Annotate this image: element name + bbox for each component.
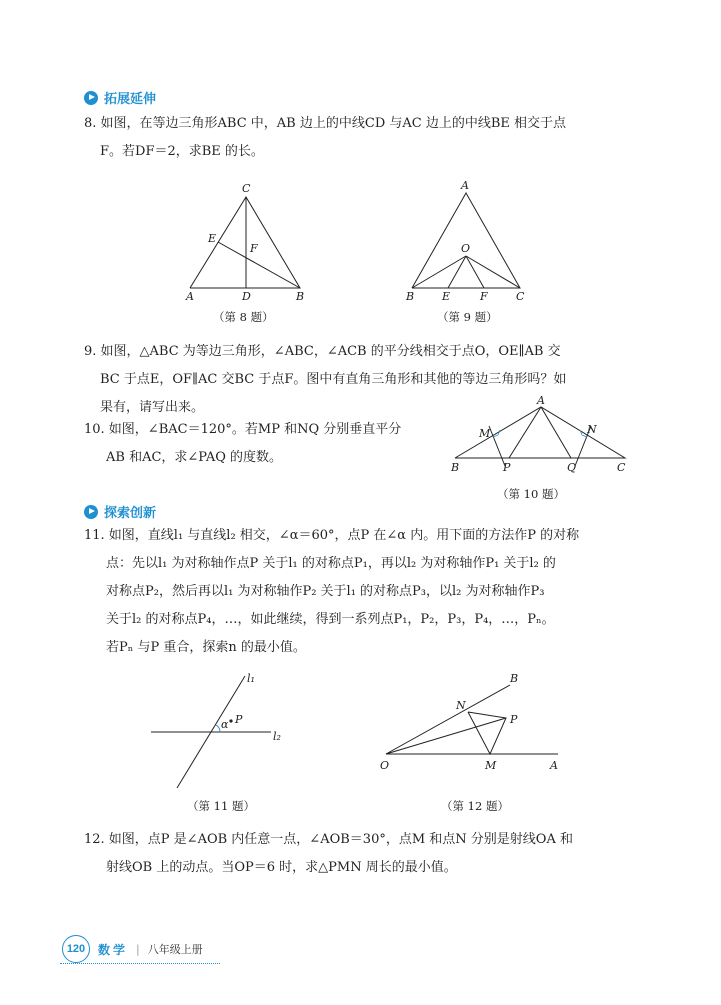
- subject-label: 数学: [98, 942, 129, 957]
- question-8: [84, 110, 566, 166]
- angle-label: α: [221, 718, 229, 731]
- footer-separator: |: [136, 942, 140, 956]
- section-title: 探索创新: [104, 506, 157, 521]
- figure-caption: （第 8 题）: [213, 310, 274, 324]
- section-title: 拓展延伸: [104, 92, 157, 107]
- question-text: 果有，请写出来。: [100, 400, 205, 415]
- line-label: l₂: [273, 730, 281, 743]
- section-heading-explore: [84, 502, 156, 521]
- point-label: B: [406, 290, 415, 303]
- point-label: Q: [567, 461, 577, 474]
- point-label: B: [296, 290, 305, 303]
- point-label: D: [242, 290, 251, 303]
- question-text: F。若DF＝2，求BE 的长。: [100, 144, 264, 159]
- segment-aq: [541, 407, 571, 458]
- question-text: AB 和AC，求∠PAQ 的度数。: [106, 450, 283, 465]
- question-text: 关于l₂ 的对称点P₄，…，如此继续，得到一系列点P₁，P₂，P₃，P₄，…，Pₙ。: [106, 612, 555, 627]
- point-label: C: [617, 461, 626, 474]
- point-label: O: [380, 759, 390, 772]
- figure-caption: （第 11 题）: [187, 799, 255, 813]
- grade-label: 八年级上册: [147, 943, 203, 956]
- question-11: [84, 522, 579, 662]
- perpendicular-mp: [489, 426, 505, 466]
- point-label: E: [442, 290, 451, 303]
- point-label: P: [235, 713, 243, 726]
- play-circle-icon: [84, 91, 98, 105]
- figure-12: [378, 668, 568, 778]
- point-label: N: [456, 699, 466, 712]
- point-label: M: [485, 759, 497, 772]
- segment-op: [386, 718, 506, 754]
- point-label: E: [208, 232, 217, 245]
- question-text: 对称点P₂，然后再以l₁ 为对称轴作P₂ 关于l₁ 的对称点P₃，以l₂ 为对称轴作P₃: [106, 584, 545, 599]
- point-label: P: [510, 713, 518, 726]
- segment-ap: [509, 407, 541, 458]
- point-label: A: [186, 290, 194, 303]
- point-p: [229, 719, 232, 722]
- play-circle-icon: [84, 505, 98, 519]
- point-label: C: [516, 290, 525, 303]
- point-label: N: [587, 423, 597, 436]
- bisector-co: [466, 256, 520, 288]
- ray-ob: [386, 685, 510, 754]
- triangle-abc: [412, 193, 520, 288]
- point-label: C: [242, 182, 251, 195]
- figure-caption: （第 12 题）: [441, 799, 509, 813]
- figure-caption: （第 9 题）: [437, 310, 498, 324]
- point-label: O: [461, 242, 471, 255]
- angle-arc: [216, 725, 220, 732]
- question-text: 射线OB 上的动点。当OP＝6 时，求△PMN 周长的最小值。: [106, 860, 457, 875]
- point-label: P: [503, 461, 511, 474]
- question-text: 9. 如图，△ABC 为等边三角形，∠ABC，∠ACB 的平分线相交于点O，OE∥AB 交: [84, 344, 561, 359]
- page-number: 120: [62, 935, 90, 963]
- figure-8: [180, 180, 310, 305]
- point-label: M: [479, 427, 491, 440]
- question-text: 8. 如图，在等边三角形ABC 中，AB 边上的中线CD 与AC 边上的中线BE 相交于点: [84, 116, 567, 131]
- section-heading-extend: [84, 88, 156, 107]
- page-footer: [62, 935, 203, 963]
- point-label: A: [461, 179, 469, 192]
- point-label: A: [550, 759, 558, 772]
- figure-10: [445, 392, 635, 480]
- triangle-pmn: [468, 712, 506, 754]
- question-text: 12. 如图，点P 是∠AOB 内任意一点，∠AOB＝30°，点M 和点N 分别是射线OA 和: [84, 832, 573, 847]
- bisector-bo: [412, 256, 466, 288]
- figure-caption: （第 10 题）: [497, 487, 565, 501]
- line-label: l₁: [247, 672, 255, 685]
- question-text: 若Pₙ 与P 重合，探索n 的最小值。: [106, 640, 306, 655]
- point-label: F: [480, 290, 488, 303]
- question-text: BC 于点E，OF∥AC 交BC 于点F。图中有直角三角形和其他的等边三角形吗？如: [100, 372, 567, 387]
- footer-dotted-rule: [60, 963, 220, 964]
- figure-11: [145, 668, 295, 793]
- median-be: [218, 242, 300, 288]
- figure-9: [400, 178, 535, 305]
- point-label: B: [451, 461, 460, 474]
- question-text: 10. 如图，∠BAC＝120°。若MP 和NQ 分别垂直平分: [84, 422, 402, 437]
- point-label: F: [250, 242, 258, 255]
- question-text: 点：先以l₁ 为对称轴作点P 关于l₁ 的对称点P₁，再以l₂ 为对称轴作P₁ 关于l₂ 的: [106, 556, 556, 571]
- question-10: [84, 416, 401, 472]
- point-label: B: [510, 672, 519, 685]
- question-12: [84, 826, 573, 882]
- point-label: A: [537, 394, 545, 407]
- question-text: 11. 如图，直线l₁ 与直线l₂ 相交，∠α＝60°，点P 在∠α 内。用下面的方法作P 的对称: [84, 528, 580, 543]
- triangle-abc: [190, 197, 300, 288]
